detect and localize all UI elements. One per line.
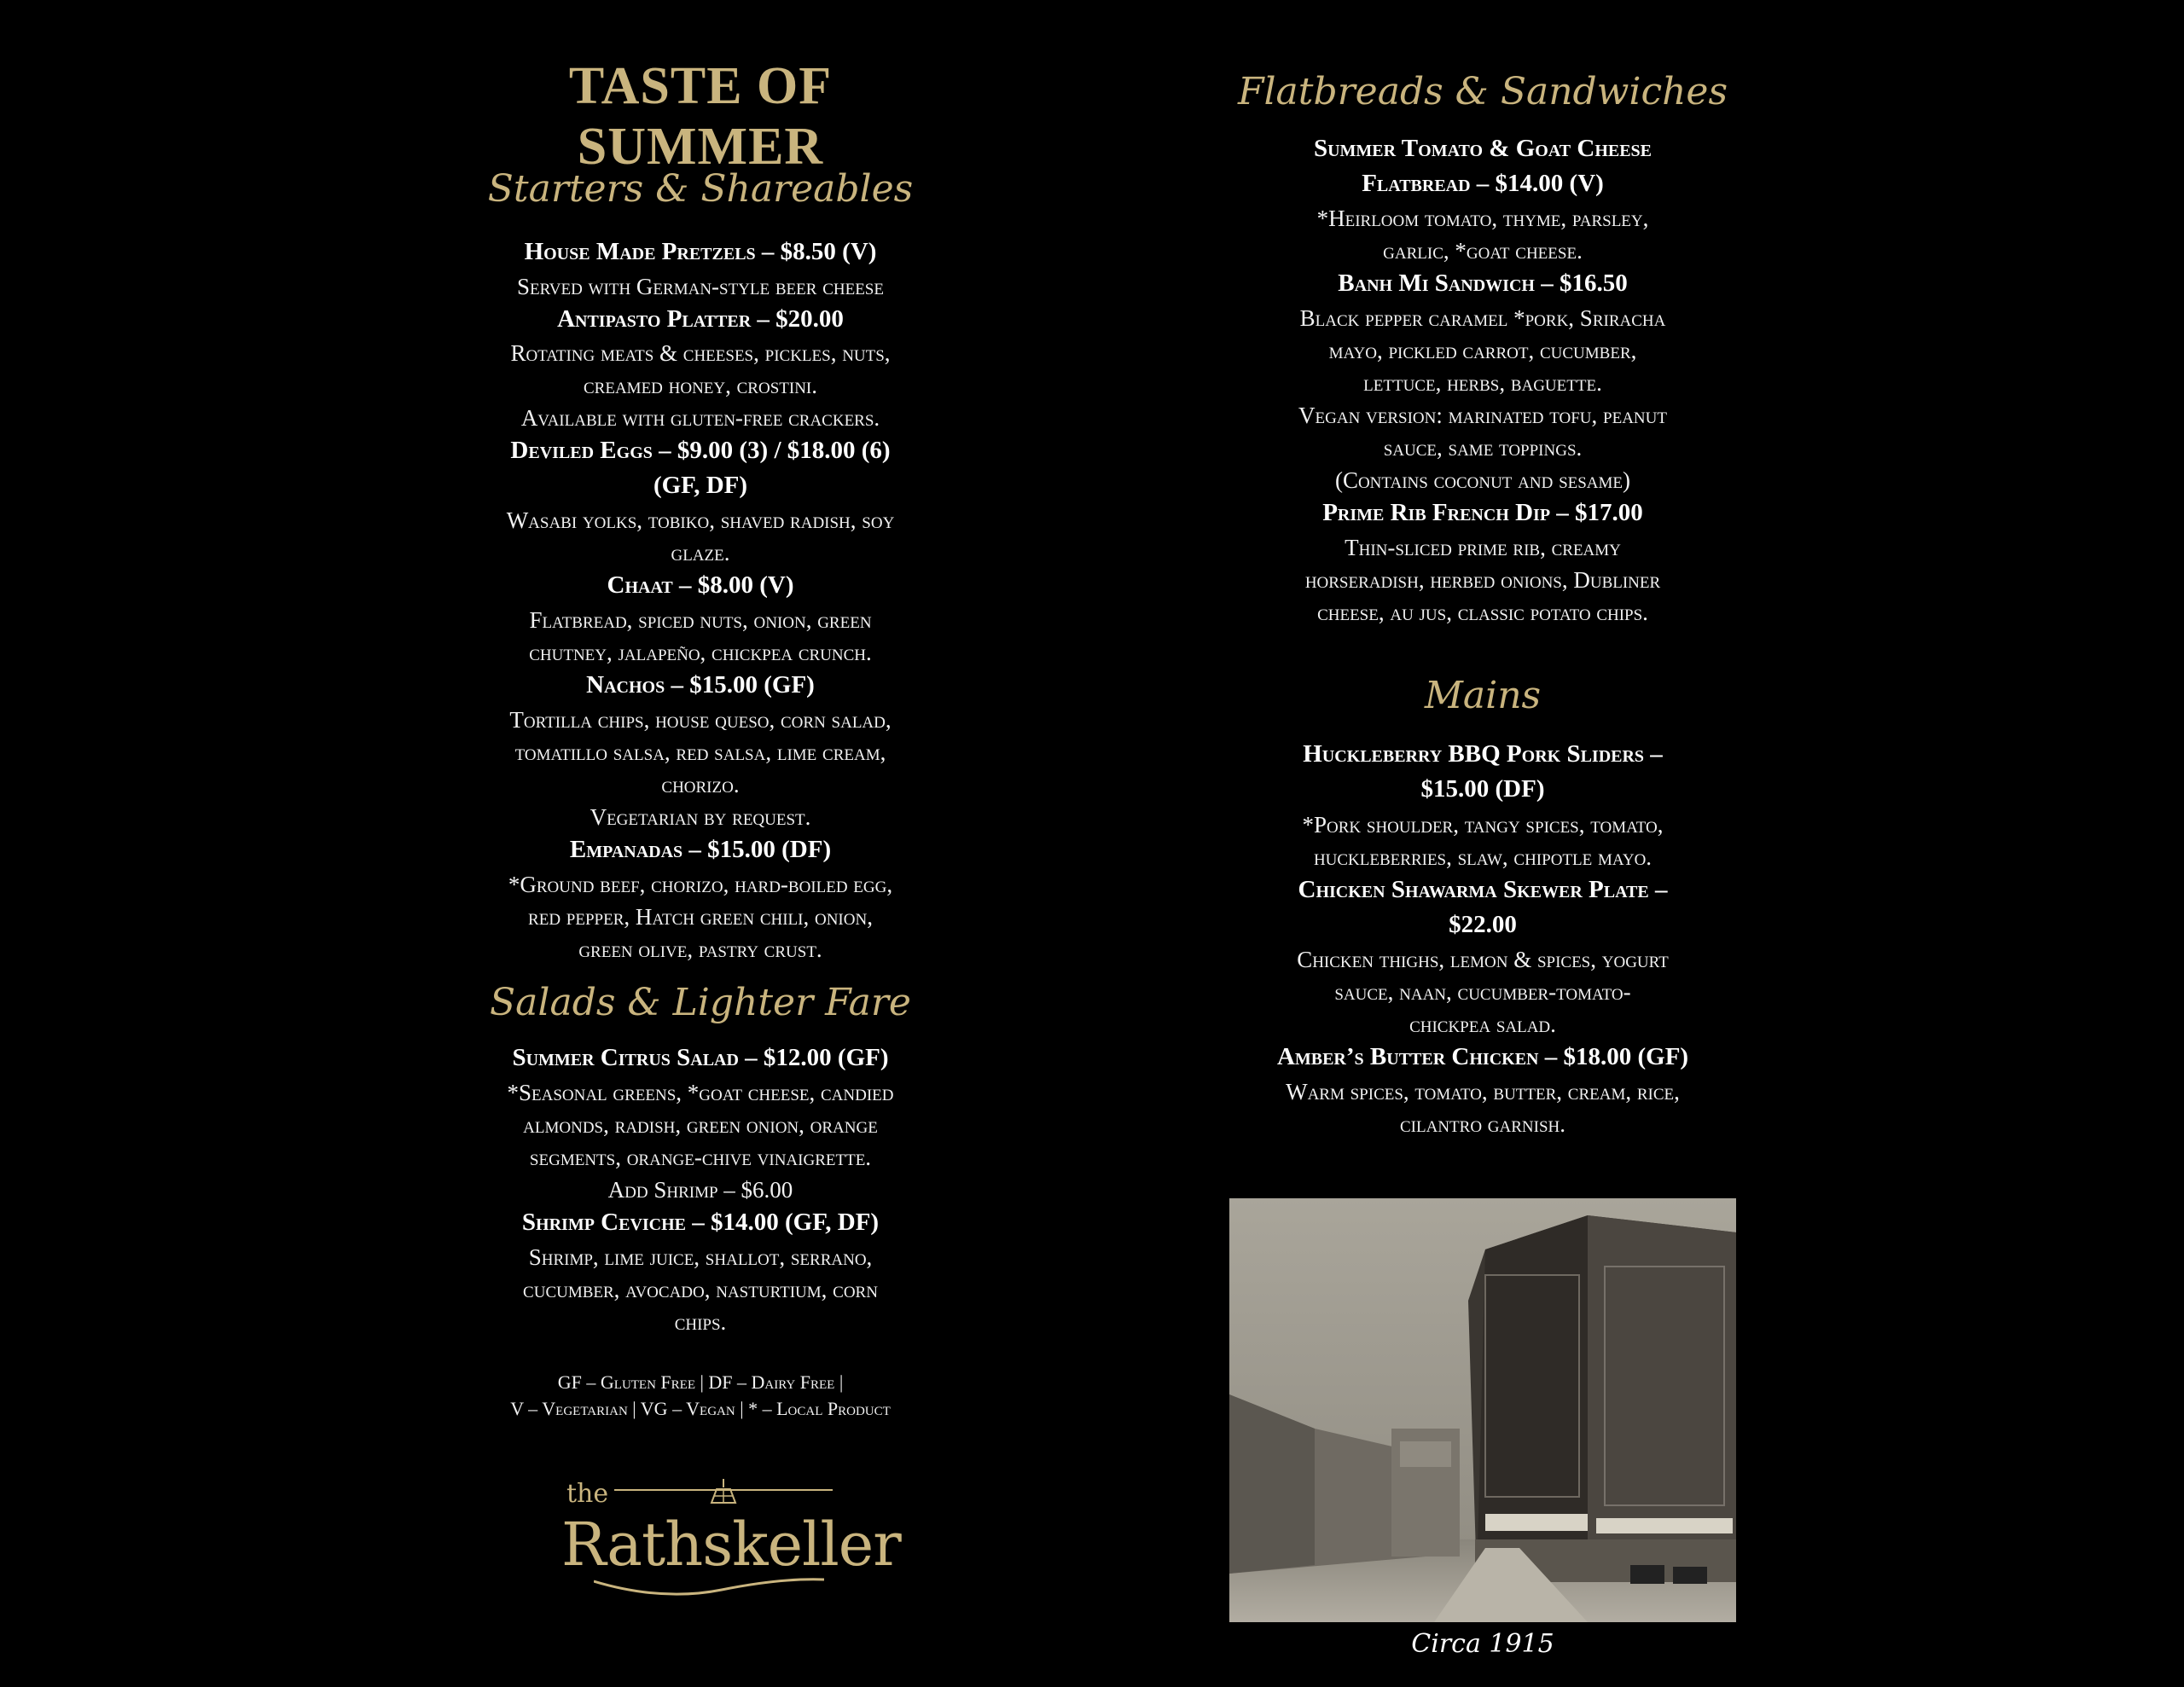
section-title-salads: Salads & Lighter Fare <box>490 981 911 1024</box>
item-desc-deviled-eggs-1: Wasabi yolks, tobiko, shaved radish, soy <box>506 507 895 533</box>
item-name-nachos: Nachos – $15.00 (GF) <box>586 671 815 699</box>
item-desc-banh-mi-6: (Contains coconut and sesame) <box>1334 467 1631 493</box>
item-name-flatbread-1: Summer Tomato & Goat Cheese <box>1313 135 1653 162</box>
item-desc-banh-mi-5: sauce, same toppings. <box>1383 435 1583 461</box>
item-desc-antipasto-3: Available with gluten-free crackers. <box>520 405 880 431</box>
rathskeller-logo <box>561 1475 901 1603</box>
item-desc-banh-mi-1: Black pepper caramel *pork, Sriracha <box>1299 305 1666 331</box>
item-name-deviled-eggs-2: (GF, DF) <box>653 472 748 499</box>
item-desc-shawarma-3: chickpea salad. <box>1409 1012 1556 1037</box>
item-desc-nachos-4: Vegetarian by request. <box>590 804 811 830</box>
item-desc-sliders-1: *Pork shoulder, tangy spices, tomato, <box>1302 812 1664 838</box>
item-name-french-dip: Prime Rib French Dip – $17.00 <box>1322 499 1643 526</box>
logo-wordmark: Rathskeller <box>561 1510 901 1580</box>
lamp-icon <box>706 1479 741 1513</box>
item-desc-ceviche-3: chips. <box>674 1309 727 1335</box>
item-desc-banh-mi-4: Vegan version: marinated tofu, peanut <box>1298 403 1667 428</box>
photo-caption: Circa 1915 <box>1411 1629 1554 1659</box>
item-name-sliders-2: $15.00 (DF) <box>1420 775 1545 803</box>
item-desc-ceviche-1: Shrimp, lime juice, shallot, serrano, <box>528 1244 873 1270</box>
item-desc-empanadas-1: *Ground beef, chorizo, hard-boiled egg, <box>508 872 893 897</box>
item-desc-french-dip-2: horseradish, herbed onions, Dubliner <box>1304 567 1661 593</box>
logo-the: the <box>566 1479 609 1509</box>
item-name-pretzels: House Made Pretzels – $8.50 (V) <box>524 238 877 265</box>
section-title-flatbreads: Flatbreads & Sandwiches <box>1237 70 1728 113</box>
item-desc-ceviche-2: cucumber, avocado, nasturtium, corn <box>523 1277 878 1302</box>
legend-line-1: GF – Gluten Free | DF – Dairy Free | <box>557 1371 844 1393</box>
item-name-citrus-salad: Summer Citrus Salad – $12.00 (GF) <box>512 1044 889 1071</box>
section-title-starters: Starters & Shareables <box>487 167 914 211</box>
item-name-sliders-1: Huckleberry BBQ Pork Sliders – <box>1303 740 1663 768</box>
item-desc-empanadas-3: green olive, pastry crust. <box>578 936 822 962</box>
item-desc-nachos-1: Tortilla chips, house queso, corn salad, <box>509 707 892 733</box>
item-desc-pretzels: Served with German-style beer cheese <box>517 274 884 299</box>
item-desc-sliders-2: huckleberries, slaw, chipotle mayo. <box>1313 844 1653 870</box>
item-name-antipasto: Antipasto Platter – $20.00 <box>557 305 844 333</box>
item-desc-flatbread-2: garlic, *goat cheese. <box>1383 238 1583 264</box>
item-desc-shawarma-2: sauce, naan, cucumber-tomato- <box>1334 979 1631 1005</box>
item-name-chaat: Chaat – $8.00 (V) <box>607 571 794 599</box>
item-desc-deviled-eggs-2: glaze. <box>671 540 730 565</box>
section-title-mains: Mains <box>1424 674 1542 717</box>
item-desc-french-dip-3: cheese, au jus, classic potato chips. <box>1317 600 1648 625</box>
item-name-empanadas: Empanadas – $15.00 (DF) <box>569 836 832 863</box>
item-desc-citrus-salad-2: almonds, radish, green onion, orange <box>523 1112 878 1138</box>
item-desc-banh-mi-2: mayo, pickled carrot, cucumber, <box>1328 338 1637 363</box>
menu-title: TASTE OF SUMMER <box>568 57 833 176</box>
item-name-shawarma-2: $22.00 <box>1449 911 1517 938</box>
legend-line-2: V – Vegetarian | VG – Vegan | * – Local Product <box>510 1398 891 1419</box>
item-desc-antipasto-1: Rotating meats & cheeses, pickles, nuts, <box>510 340 891 366</box>
item-name-banh-mi: Banh Mi Sandwich – $16.50 <box>1338 270 1628 297</box>
item-desc-flatbread-1: *Heirloom tomato, thyme, parsley, <box>1316 206 1649 231</box>
item-desc-chaat-1: Flatbread, spiced nuts, onion, green <box>529 607 872 633</box>
item-desc-citrus-salad-3: segments, orange-chive vinaigrette. <box>529 1145 872 1170</box>
item-desc-empanadas-2: red pepper, Hatch green chili, onion, <box>528 904 873 930</box>
item-desc-citrus-salad-1: *Seasonal greens, *goat cheese, candied <box>507 1080 894 1105</box>
item-name-ceviche: Shrimp Ceviche – $14.00 (GF, DF) <box>521 1209 880 1236</box>
item-desc-citrus-salad-4: Add Shrimp – $6.00 <box>607 1177 793 1203</box>
item-desc-butter-chicken-1: Warm spices, tomato, butter, cream, rice, <box>1286 1079 1680 1104</box>
historic-building-photo <box>1229 1198 1736 1622</box>
item-desc-shawarma-1: Chicken thighs, lemon & spices, yogurt <box>1297 947 1669 972</box>
item-desc-chaat-2: chutney, jalapeño, chickpea crunch. <box>529 640 872 665</box>
item-desc-french-dip-1: Thin-sliced prime rib, creamy <box>1345 535 1621 560</box>
item-desc-antipasto-2: creamed honey, crostini. <box>584 373 817 398</box>
item-name-flatbread-2: Flatbread – $14.00 (V) <box>1362 170 1604 197</box>
item-name-deviled-eggs-1: Deviled Eggs – $9.00 (3) / $18.00 (6) <box>510 437 891 464</box>
item-name-butter-chicken: Amber’s Butter Chicken – $18.00 (GF) <box>1276 1043 1689 1070</box>
item-desc-butter-chicken-2: cilantro garnish. <box>1400 1111 1565 1137</box>
item-name-shawarma-1: Chicken Shawarma Skewer Plate – <box>1298 876 1668 903</box>
logo-swash <box>594 1576 824 1602</box>
item-desc-banh-mi-3: lettuce, herbs, baguette. <box>1363 370 1602 396</box>
item-desc-nachos-2: tomatillo salsa, red salsa, lime cream, <box>514 739 886 765</box>
item-desc-nachos-3: chorizo. <box>661 772 740 797</box>
